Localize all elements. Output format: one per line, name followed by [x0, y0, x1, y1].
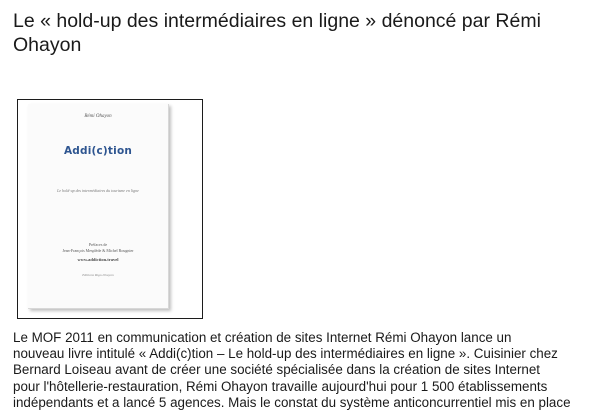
body-line: Bernard Loiseau avant de créer une société spécialisée dans la création de sites Internet — [13, 362, 541, 378]
headline-line-1: Le « hold-up des intermédiaires en ligne » dénoncé par Rémi — [13, 10, 541, 32]
cover-website: www.addiction.travel — [77, 257, 119, 262]
cover-title: Addi(c)tion — [63, 145, 133, 157]
cover-preface-names: Jean-François Mesplède & Michel Rougnier — [62, 247, 134, 253]
cover-publisher: Editions Rigo-Ohayon — [82, 273, 114, 277]
cover-author: Rémi Ohayon — [84, 114, 112, 119]
article-body — [13, 330, 593, 411]
body-line: nouveau livre intitulé « Addi(c)tion – Le hold-up des intermédiaires en ligne ». Cuisinier chez — [13, 346, 558, 362]
body-line: pour l'hôtellerie-restauration, Rémi Ohayon travaille aujourd'hui pour 1 500 établissements — [13, 378, 548, 394]
article-headline — [13, 9, 593, 57]
cover-subtitle: Le hold-up des intermédiaires du tourisme en ligne — [57, 188, 139, 193]
cover-preface — [28, 242, 168, 253]
cover-preface-label: Préfaces de — [88, 242, 108, 247]
body-line: indépendants et a lancé 5 agences. Mais le constat du système anticoncurrentiel mis en place — [13, 394, 571, 410]
book-cover-image — [17, 99, 203, 319]
body-line: Le MOF 2011 en communication et création de sites Internet Rémi Ohayon lance un — [13, 330, 512, 345]
book-cover-page — [28, 104, 169, 309]
headline-line-2: Ohayon — [13, 34, 82, 56]
